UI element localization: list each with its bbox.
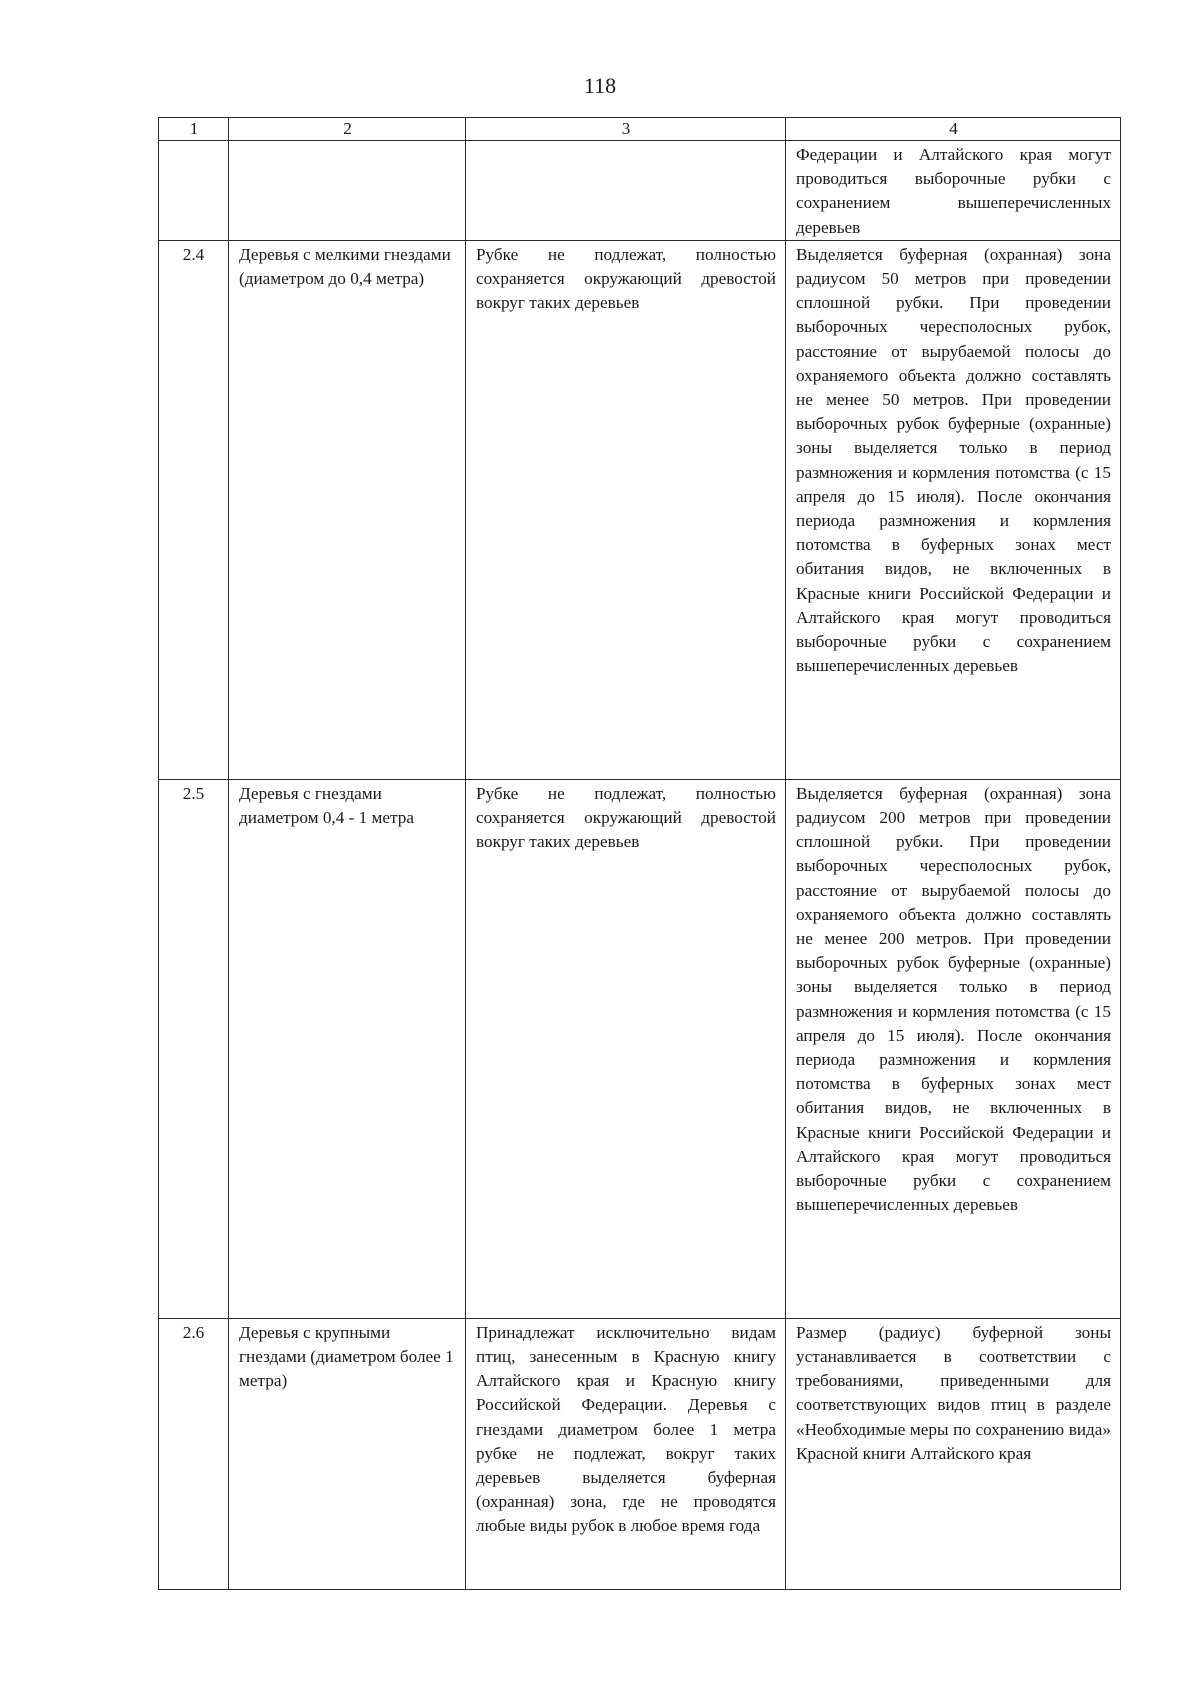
table-header-row (159, 118, 1121, 141)
column-header-4: 4 (786, 118, 1121, 141)
row-number (159, 141, 229, 241)
table-row (159, 1318, 1121, 1589)
row-number: 2.4 (159, 240, 229, 779)
table-row (159, 779, 1121, 1318)
note-cell: Выделяется буферная (охранная) зона радиусом 50 метров при проведении сплошной рубки. При проведении выборочных чересполосных рубок, расстояние от вырубаемой полосы до охраняемого объекта должно составлять не менее 50 метров. При проведении выборочных рубок буферные (охранные) зоны выделяется только в период размножения и кормления потомства (с 15 апреля до 15 июля). После окончания периода размножения и кормления потомства в буферных зонах мест обитания видов, не включенных в Красные книги Российской Федерации и Алтайского края могут проводиться выборочные рубки с сохранением вышеперечисленных деревьев (786, 240, 1121, 779)
object-cell: Деревья с гнездами диаметром 0,4 - 1 метра (229, 779, 466, 1318)
row-number: 2.5 (159, 779, 229, 1318)
column-header-1: 1 (159, 118, 229, 141)
table-row (159, 141, 1121, 241)
page-number: 118 (583, 73, 617, 98)
note-cell: Выделяется буферная (охранная) зона радиусом 200 метров при проведении сплошной рубки. При проведении выборочных чересполосных рубок, расстояние от вырубаемой полосы до охраняемого объекта должно составлять не менее 200 метров. При проведении выборочных рубок буферные (охранные) зоны выделяется только в период размножения и кормления потомства (с 15 апреля до 15 июля). После окончания периода размножения и кормления потомства в буферных зонах мест обитания видов, не включенных в Красные книги Российской Федерации и Алтайского края могут проводиться выборочные рубки с сохранением вышеперечисленных деревьев (786, 779, 1121, 1318)
object-cell: Деревья с крупными гнездами (диаметром более 1 метра) (229, 1318, 466, 1589)
column-header-3: 3 (466, 118, 786, 141)
note-cell: Размер (радиус) буферной зоны устанавливается в соответствии с требованиями, приведенными для соответствующих видов птиц в разделе «Необходимые меры по сохранению вида» Красной книги Алтайского края (786, 1318, 1121, 1589)
regime-cell: Принадлежат исключительно видам птиц, занесенным в Красную книгу Алтайского края и Красную книгу Российской Федерации. Деревья с гнездами диаметром более 1 метра рубке не подлежат, вокруг таких деревьев выделяется буферная (охранная) зона, где не проводятся любые виды рубок в любое время года (466, 1318, 786, 1589)
object-cell (229, 141, 466, 241)
row-number: 2.6 (159, 1318, 229, 1589)
regime-cell: Рубке не подлежат, полностью сохраняется окружающий древостой вокруг таких деревьев (466, 240, 786, 779)
regime-cell: Рубке не подлежат, полностью сохраняется окружающий древостой вокруг таких деревьев (466, 779, 786, 1318)
note-cell: Федерации и Алтайского края могут проводиться выборочные рубки с сохранением вышеперечисленных деревьев (786, 141, 1121, 241)
measures-table (158, 117, 1121, 1590)
object-cell: Деревья с мелкими гнездами (диаметром до 0,4 метра) (229, 240, 466, 779)
regime-cell (466, 141, 786, 241)
table-row (159, 240, 1121, 779)
column-header-2: 2 (229, 118, 466, 141)
